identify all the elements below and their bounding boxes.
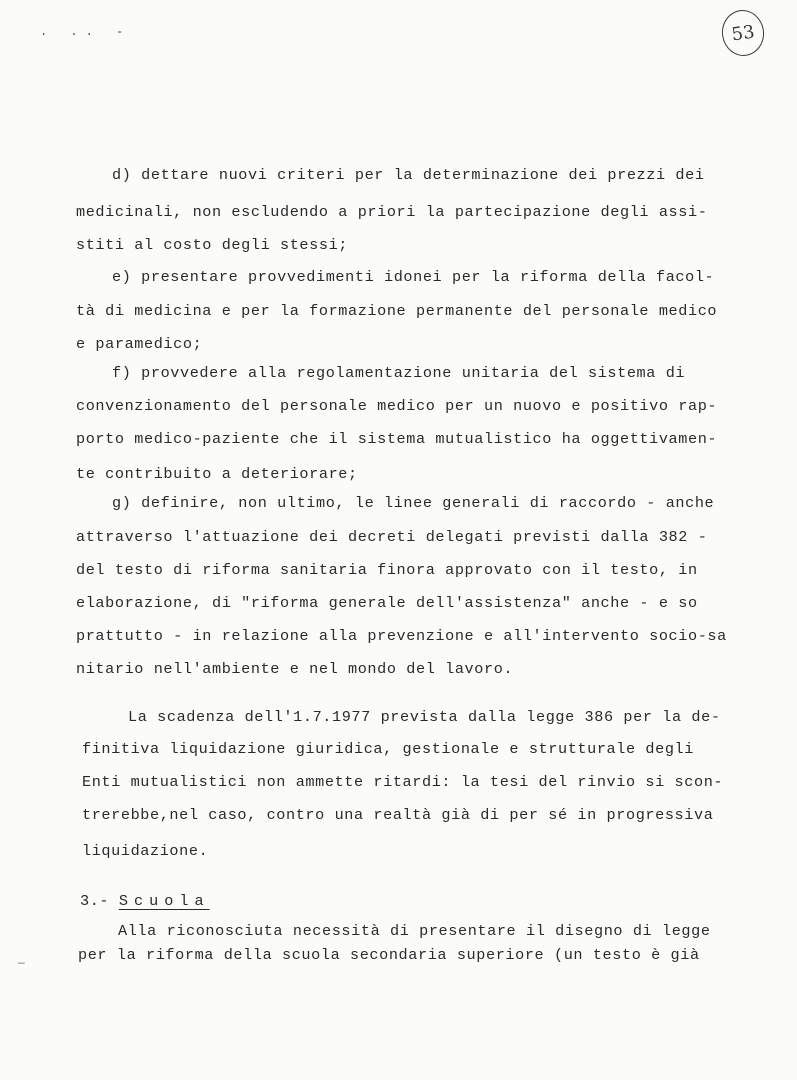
text-line: finitiva liquidazione giuridica, gestionale e strutturale degli <box>82 740 694 758</box>
section-title: Scuola <box>118 892 210 910</box>
section-number: 3.- <box>80 892 110 910</box>
text-line: La scadenza dell'1.7.1977 prevista dalla legge 386 per la de- <box>128 708 721 726</box>
text-line: stiti al costo degli stessi; <box>76 236 348 254</box>
text-line: Alla riconosciuta necessità di presentare il disegno di legge <box>118 922 711 940</box>
text-line: trerebbe,nel caso, contro una realtà già di per sé in progressiva <box>82 806 714 824</box>
text-line: convenzionamento del personale medico per un nuovo e positivo rap- <box>76 397 718 415</box>
text-line: e) presentare provvedimenti idonei per la riforma della facol- <box>112 268 715 286</box>
text-line: medicinali, non escludendo a priori la partecipazione degli assi- <box>76 203 708 221</box>
text-line: attraverso l'attuazione dei decreti delegati previsti dalla 382 - <box>76 528 708 546</box>
text-line: nitario nell'ambiente e nel mondo del lavoro. <box>76 660 514 678</box>
text-line: del testo di riforma sanitaria finora approvato con il testo, in <box>76 561 698 579</box>
text-line: tà di medicina e per la formazione permanente del personale medico <box>76 302 718 320</box>
text-line: elaborazione, di "riforma generale dell'assistenza" anche - e so <box>76 594 698 612</box>
section-heading <box>80 892 210 910</box>
text-line: f) provvedere alla regolamentazione unitaria del sistema di <box>112 364 686 382</box>
scan-specks: . .. - <box>40 25 132 39</box>
text-line: g) definire, non ultimo, le linee generali di raccordo - anche <box>112 494 715 512</box>
text-line: d) dettare nuovi criteri per la determinazione dei prezzi dei <box>112 166 705 184</box>
text-line: te contribuito a deteriorare; <box>76 465 358 483</box>
margin-mark: — <box>18 958 25 970</box>
text-line: e paramedico; <box>76 335 203 353</box>
text-line: porto medico-paziente che il sistema mutualistico ha oggettivamen- <box>76 430 718 448</box>
page-number-stamp: 53 <box>719 7 767 58</box>
text-line: per la riforma della scuola secondaria superiore (un testo è già <box>78 946 700 964</box>
text-line: liquidazione. <box>82 842 209 860</box>
text-line: prattutto - in relazione alla prevenzione e all'intervento socio-sa <box>76 627 727 645</box>
text-line: Enti mutualistici non ammette ritardi: la tesi del rinvio si scon- <box>82 773 724 791</box>
